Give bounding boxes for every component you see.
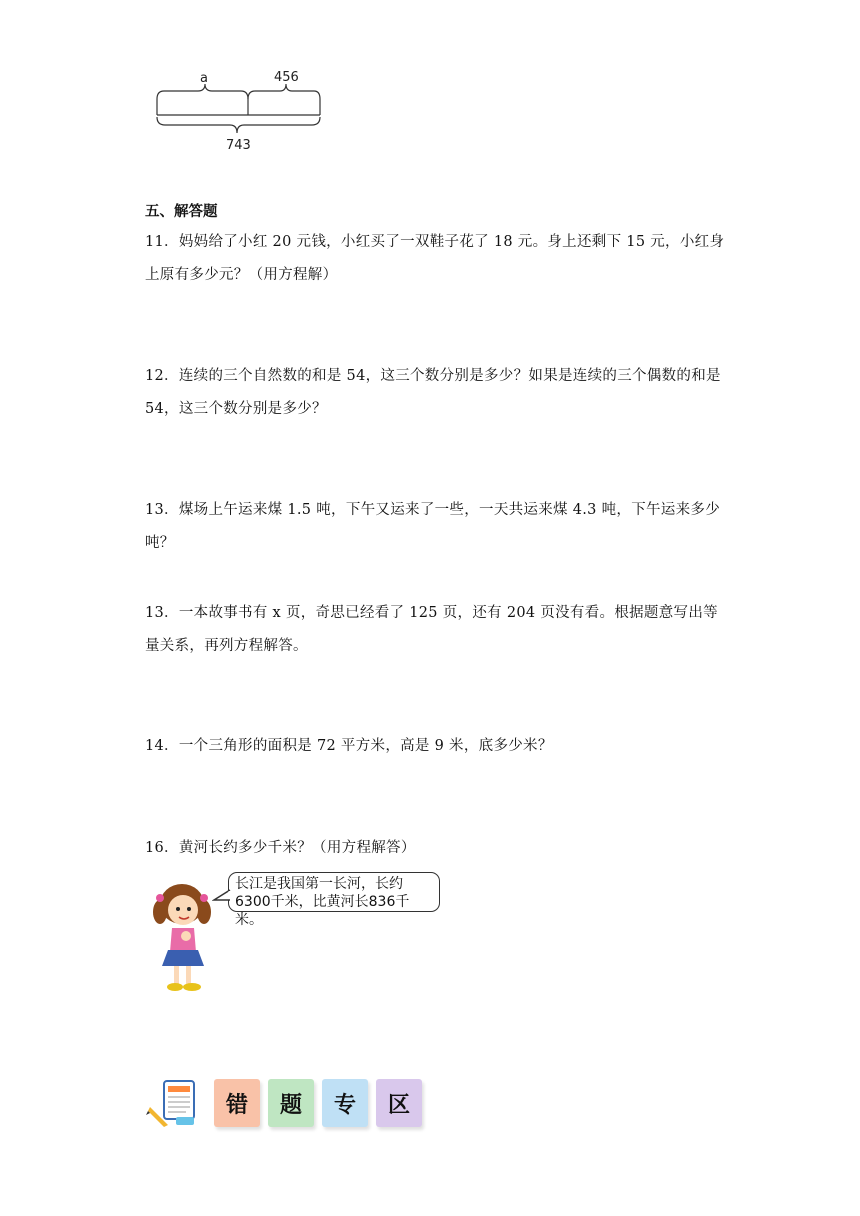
brace-456 xyxy=(248,84,320,99)
notebook-pencil-icon xyxy=(146,1077,202,1129)
banner-tile-zhuan: 专 xyxy=(322,1079,368,1127)
label-743: 743 xyxy=(226,138,251,153)
banner-tile-qu: 区 xyxy=(376,1079,422,1127)
question-13b: 13．一本故事书有 x 页，奇思已经看了 125 页，还有 204 页没有看。根据题意写出等量关系，再列方程解答。 xyxy=(145,605,718,654)
section-title: 五、解答题 xyxy=(145,204,218,220)
label-a: a xyxy=(200,71,208,86)
segment-diagram xyxy=(150,62,330,156)
speech-line-1: 长江是我国第一长河，长约 xyxy=(235,876,403,892)
banner-tile-cuo: 错 xyxy=(214,1079,260,1127)
banner-tile-ti: 题 xyxy=(268,1079,314,1127)
speech-bubble xyxy=(228,872,440,928)
question-13a: 13．煤场上午运来煤 1.5 吨，下午又运来了一些，一天共运来煤 4.3 吨，下午运来多少吨？ xyxy=(145,502,721,551)
brace-total xyxy=(157,117,320,133)
speech-bubble-tail xyxy=(212,888,232,906)
label-456: 456 xyxy=(274,70,299,85)
question-11: 11．妈妈给了小红 20 元钱，小红买了一双鞋子花了 18 元。身上还剩下 15 元，小红身上原有多少元？（用方程解） xyxy=(145,234,725,283)
question-14: 14．一个三角形的面积是 72 平方米，高是 9 米，底多少米？ xyxy=(145,738,553,754)
question-12: 12．连续的三个自然数的和是 54，这三个数分别是多少？如果是连续的三个偶数的和是 54，这三个数分别是多少？ xyxy=(145,368,721,417)
question-16: 16．黄河长约多少千米？（用方程解答） xyxy=(145,840,416,856)
girl-illustration xyxy=(146,880,218,996)
speech-line-2: 6300千米，比黄河长836千米。 xyxy=(235,894,410,928)
brace-a xyxy=(157,84,248,99)
